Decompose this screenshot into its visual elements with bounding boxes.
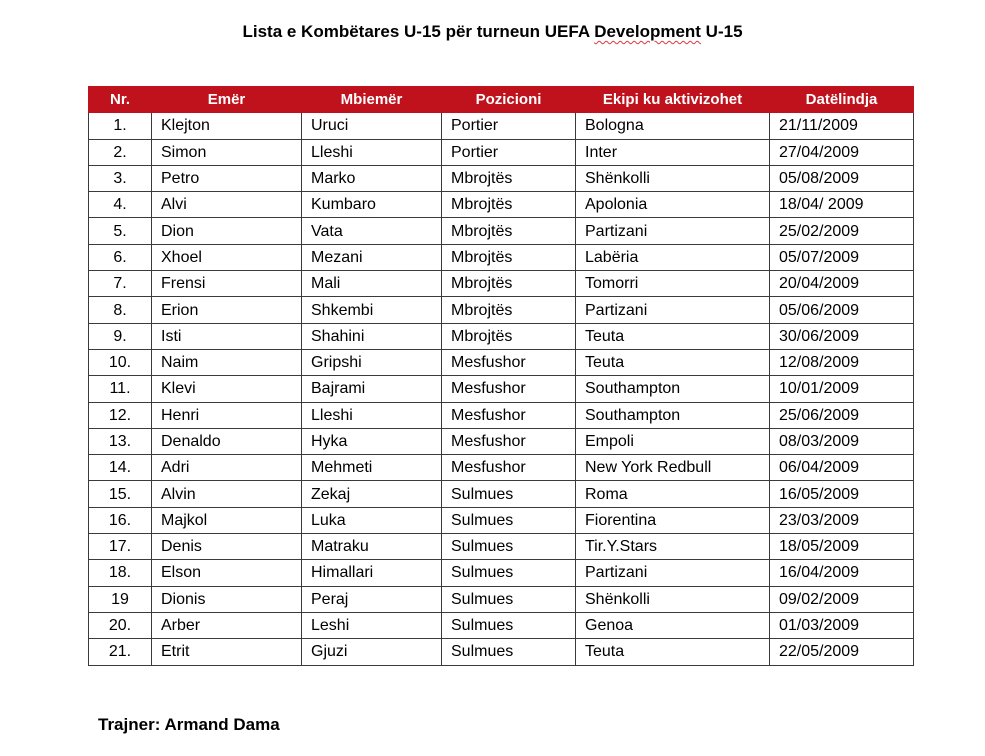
title-suffix: U-15 — [700, 22, 743, 41]
cell-birthdate: 21/11/2009 — [770, 113, 914, 139]
cell-first-name: Erion — [152, 297, 302, 323]
cell-birthdate: 05/07/2009 — [770, 244, 914, 270]
cell-position: Mbrojtës — [442, 218, 576, 244]
cell-first-name: Petro — [152, 165, 302, 191]
table-row — [89, 139, 914, 165]
cell-position: Mesfushor — [442, 402, 576, 428]
cell-club: Empoli — [576, 428, 770, 454]
cell-club: Teuta — [576, 323, 770, 349]
cell-birthdate: 30/06/2009 — [770, 323, 914, 349]
cell-position: Sulmues — [442, 612, 576, 638]
player-roster-table — [88, 86, 914, 666]
cell-first-name: Frensi — [152, 271, 302, 297]
cell-club: Fiorentina — [576, 507, 770, 533]
cell-first-name: Isti — [152, 323, 302, 349]
cell-last-name: Lleshi — [302, 139, 442, 165]
cell-last-name: Himallari — [302, 560, 442, 586]
cell-first-name: Dion — [152, 218, 302, 244]
table-row — [89, 271, 914, 297]
cell-birthdate: 18/04/ 2009 — [770, 192, 914, 218]
cell-birthdate: 05/06/2009 — [770, 297, 914, 323]
cell-last-name: Mehmeti — [302, 455, 442, 481]
header-last-name: Mbiemër — [302, 87, 442, 113]
cell-position: Mesfushor — [442, 428, 576, 454]
cell-club: Shënkolli — [576, 586, 770, 612]
cell-last-name: Luka — [302, 507, 442, 533]
header-club: Ekipi ku aktivizohet — [576, 87, 770, 113]
cell-birthdate: 22/05/2009 — [770, 639, 914, 665]
cell-position: Portier — [442, 113, 576, 139]
table-row — [89, 402, 914, 428]
cell-position: Sulmues — [442, 507, 576, 533]
table-row — [89, 349, 914, 375]
cell-club: Partizani — [576, 218, 770, 244]
cell-nr: 9. — [89, 323, 152, 349]
cell-club: Apolonia — [576, 192, 770, 218]
cell-last-name: Mezani — [302, 244, 442, 270]
cell-position: Sulmues — [442, 560, 576, 586]
cell-birthdate: 05/08/2009 — [770, 165, 914, 191]
table-row — [89, 534, 914, 560]
cell-nr: 14. — [89, 455, 152, 481]
table-row — [89, 323, 914, 349]
cell-club: Genoa — [576, 612, 770, 638]
cell-club: Roma — [576, 481, 770, 507]
cell-nr: 20. — [89, 612, 152, 638]
cell-birthdate: 25/02/2009 — [770, 218, 914, 244]
cell-nr: 19 — [89, 586, 152, 612]
table-row — [89, 244, 914, 270]
cell-position: Sulmues — [442, 481, 576, 507]
cell-birthdate: 27/04/2009 — [770, 139, 914, 165]
cell-last-name: Kumbaro — [302, 192, 442, 218]
cell-nr: 18. — [89, 560, 152, 586]
cell-club: Teuta — [576, 639, 770, 665]
cell-last-name: Uruci — [302, 113, 442, 139]
cell-position: Mbrojtës — [442, 165, 576, 191]
table-row — [89, 192, 914, 218]
cell-nr: 15. — [89, 481, 152, 507]
cell-club: Inter — [576, 139, 770, 165]
cell-last-name: Marko — [302, 165, 442, 191]
cell-nr: 10. — [89, 349, 152, 375]
table-row — [89, 165, 914, 191]
document-title — [0, 22, 985, 42]
cell-nr: 17. — [89, 534, 152, 560]
cell-position: Mesfushor — [442, 376, 576, 402]
cell-first-name: Dionis — [152, 586, 302, 612]
cell-last-name: Mali — [302, 271, 442, 297]
cell-first-name: Majkol — [152, 507, 302, 533]
coach-line: Trajner: Armand Dama — [98, 715, 280, 734]
cell-birthdate: 18/05/2009 — [770, 534, 914, 560]
cell-position: Mbrojtës — [442, 192, 576, 218]
cell-last-name: Gripshi — [302, 349, 442, 375]
cell-last-name: Hyka — [302, 428, 442, 454]
cell-nr: 13. — [89, 428, 152, 454]
cell-nr: 21. — [89, 639, 152, 665]
cell-nr: 12. — [89, 402, 152, 428]
cell-last-name: Lleshi — [302, 402, 442, 428]
cell-last-name: Peraj — [302, 586, 442, 612]
header-row — [89, 87, 914, 113]
cell-position: Sulmues — [442, 586, 576, 612]
header-first-name: Emër — [152, 87, 302, 113]
cell-position: Mesfushor — [442, 455, 576, 481]
cell-nr: 5. — [89, 218, 152, 244]
cell-last-name: Gjuzi — [302, 639, 442, 665]
cell-first-name: Denis — [152, 534, 302, 560]
cell-nr: 1. — [89, 113, 152, 139]
cell-birthdate: 06/04/2009 — [770, 455, 914, 481]
cell-first-name: Adri — [152, 455, 302, 481]
cell-birthdate: 16/05/2009 — [770, 481, 914, 507]
cell-last-name: Vata — [302, 218, 442, 244]
table-row — [89, 218, 914, 244]
cell-position: Sulmues — [442, 639, 576, 665]
table-row — [89, 455, 914, 481]
cell-club: Teuta — [576, 349, 770, 375]
cell-club: New York Redbull — [576, 455, 770, 481]
cell-first-name: Alvin — [152, 481, 302, 507]
table-row — [89, 113, 914, 139]
cell-first-name: Denaldo — [152, 428, 302, 454]
cell-club: Tomorri — [576, 271, 770, 297]
cell-club: Tir.Y.Stars — [576, 534, 770, 560]
cell-club: Southampton — [576, 376, 770, 402]
header-birthdate: Datëlindja — [770, 87, 914, 113]
cell-birthdate: 25/06/2009 — [770, 402, 914, 428]
table-row — [89, 612, 914, 638]
cell-first-name: Arber — [152, 612, 302, 638]
cell-first-name: Klejton — [152, 113, 302, 139]
cell-club: Labëria — [576, 244, 770, 270]
header-position: Pozicioni — [442, 87, 576, 113]
cell-position: Mbrojtës — [442, 297, 576, 323]
cell-first-name: Etrit — [152, 639, 302, 665]
title-text: Lista e Kombëtares U-15 për turneun UEFA — [242, 22, 595, 41]
cell-nr: 16. — [89, 507, 152, 533]
cell-last-name: Zekaj — [302, 481, 442, 507]
cell-last-name: Bajrami — [302, 376, 442, 402]
cell-first-name: Naim — [152, 349, 302, 375]
cell-birthdate: 20/04/2009 — [770, 271, 914, 297]
cell-first-name: Simon — [152, 139, 302, 165]
table-row — [89, 639, 914, 665]
table-row — [89, 297, 914, 323]
cell-nr: 8. — [89, 297, 152, 323]
table-row — [89, 586, 914, 612]
cell-birthdate: 10/01/2009 — [770, 376, 914, 402]
cell-first-name: Henri — [152, 402, 302, 428]
cell-nr: 6. — [89, 244, 152, 270]
table-row — [89, 507, 914, 533]
spellcheck-flagged-word: Development — [594, 22, 701, 41]
table-row — [89, 376, 914, 402]
cell-position: Mbrojtës — [442, 271, 576, 297]
cell-first-name: Alvi — [152, 192, 302, 218]
cell-birthdate: 08/03/2009 — [770, 428, 914, 454]
cell-last-name: Shahini — [302, 323, 442, 349]
cell-last-name: Leshi — [302, 612, 442, 638]
cell-birthdate: 09/02/2009 — [770, 586, 914, 612]
cell-club: Partizani — [576, 297, 770, 323]
cell-position: Mbrojtës — [442, 244, 576, 270]
table-row — [89, 560, 914, 586]
cell-club: Shënkolli — [576, 165, 770, 191]
cell-nr: 11. — [89, 376, 152, 402]
cell-last-name: Shkembi — [302, 297, 442, 323]
cell-birthdate: 12/08/2009 — [770, 349, 914, 375]
cell-club: Partizani — [576, 560, 770, 586]
roster-body — [89, 113, 914, 665]
cell-club: Bologna — [576, 113, 770, 139]
table-row — [89, 428, 914, 454]
cell-birthdate: 01/03/2009 — [770, 612, 914, 638]
cell-club: Southampton — [576, 402, 770, 428]
cell-first-name: Klevi — [152, 376, 302, 402]
cell-position: Sulmues — [442, 534, 576, 560]
cell-first-name: Xhoel — [152, 244, 302, 270]
cell-position: Portier — [442, 139, 576, 165]
header-nr: Nr. — [89, 87, 152, 113]
cell-nr: 4. — [89, 192, 152, 218]
cell-birthdate: 23/03/2009 — [770, 507, 914, 533]
cell-last-name: Matraku — [302, 534, 442, 560]
table-row — [89, 481, 914, 507]
cell-position: Mbrojtës — [442, 323, 576, 349]
cell-nr: 7. — [89, 271, 152, 297]
cell-position: Mesfushor — [442, 349, 576, 375]
cell-nr: 2. — [89, 139, 152, 165]
cell-birthdate: 16/04/2009 — [770, 560, 914, 586]
cell-nr: 3. — [89, 165, 152, 191]
cell-first-name: Elson — [152, 560, 302, 586]
